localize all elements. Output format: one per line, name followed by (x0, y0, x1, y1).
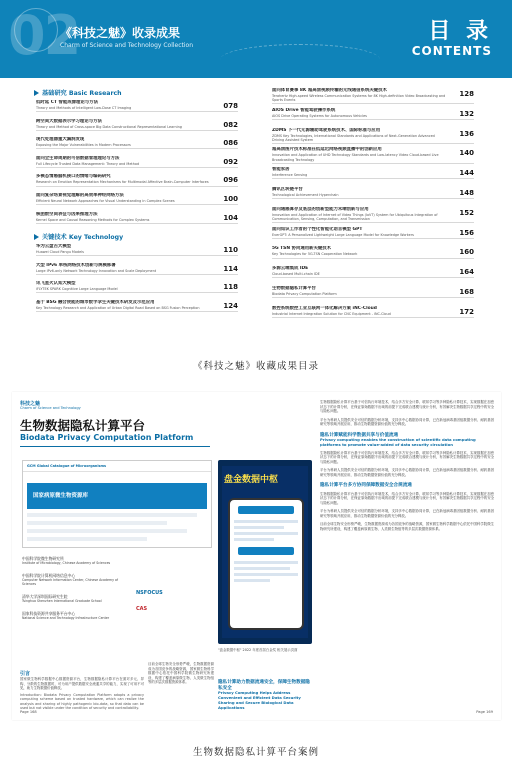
toc-item (272, 246, 474, 256)
toc-item-title: 多模态情感脑机接口的情绪与编码研究 (36, 174, 111, 180)
toc-page-number: 160 (459, 248, 474, 257)
toc-item-subtitle: Large IPv6-only Network Technology Innovation and Scale Deployment (36, 268, 157, 273)
toc-item (36, 263, 238, 273)
toc-divider (272, 143, 474, 144)
toc-page-number: 144 (459, 169, 474, 178)
toc-item-subtitle: Key Technologies for 5G-TSN Cooperation Network (272, 252, 358, 257)
right-column (320, 400, 494, 531)
toc-item-title: 面向通感算存及底层的创新型能力未端创新与应用 (272, 206, 369, 212)
triangle-icon (34, 234, 39, 240)
toc-item-subtitle: Research on Emotion Representation Mechanisms for Multimodal Affective Brain-Computer Interfaces (36, 180, 209, 185)
toc-page-number: 140 (459, 149, 474, 158)
caption-article: 生物数据隐私计算平台案例 (192, 747, 319, 758)
right-para-1: 生物数据隐私计算平台基于可信执行环境技术，结合多方安全计算、联邦学习等多种隐私计算技术，实现数据在加密状态下的计算分析，在保证原始数据不出域的前提下完成联合建模与统计分析，有效解决生物数据共享过程中的安全与隐私问题。 (320, 450, 494, 464)
toc-page-number: 168 (459, 288, 474, 296)
website-screenshot (22, 460, 212, 548)
toc-item-title: 5G TSN 协同通用新关键技术 (272, 246, 332, 252)
right-head-2: 隐私计算平台多方协同保障数据安全合规流通 (320, 483, 412, 489)
toc-item-subtitle: Efficient Neural Network Approaches for Visual Understanding in Complex Scenes (36, 199, 175, 203)
logo-nsfocus: NSFOCUS (136, 590, 163, 596)
caption-contents: 《科技之魅》收藏成果目录 (192, 361, 319, 372)
toc-page-number: 156 (459, 228, 474, 237)
toc-item (36, 119, 238, 129)
toc-item-title: 华为云盘古大模型 (36, 244, 72, 249)
toc-item (272, 167, 474, 177)
toc-item-title: 面向体育赛事 8K 超高清视频传输的无线通信系统关键技术 (272, 88, 387, 93)
toc-item-subtitle: Key Technology Research and Application of Urban Digital Road Based on BSG Fusion Perception (36, 305, 200, 310)
toc-item-title: 生物数据隐私计算平台 (272, 286, 316, 291)
toc-page-number: 152 (459, 208, 474, 217)
toc-divider (36, 204, 238, 205)
toc-item-title: ZDMS 下一代无源辅助驾驶系统技术、国际标准与应用 (272, 127, 381, 133)
toc-item-subtitle: Interference Sensing (272, 173, 308, 178)
toc-divider (272, 277, 474, 278)
toc-item-title: 基于 BSG 融合使能的城市数字孪生关键技术研发及示范应用 (36, 299, 155, 305)
right-para-5: 目前全球生物安全形势严峻，生物数据资源成为各国竞争的战略资源，国家微生物科学数据中心依托中国科学院微生物研究所建设，构建了覆盖病原微生物、人类微生物组等的多层次数据资源体系。 (320, 522, 494, 531)
toc-page-number: 092 (223, 157, 238, 166)
toc-item-title: 面向知识工作者的个性化智能化语言模型 GPT (272, 226, 363, 232)
toc-item-subtitle: Theory and Methods of Intelligent Low-Dose CT Imaging (36, 106, 132, 110)
toc-item-subtitle: Terahertz High-speed Wireless Communication Systems for 8K High-definition Video Broadcasting and Sports Events (272, 94, 446, 103)
article-title-en: Biodata Privacy Computation Platform (20, 433, 194, 442)
toc-item (272, 306, 474, 316)
right-para-3: 生物数据隐私计算平台基于可信执行环境技术，结合多方安全计算、联邦学习等多种隐私计算技术，实现数据在加密状态下的计算分析，在保证原始数据不出域的前提下完成联合建模与统计分析，有效解决生物数据共享过程中的安全与隐私问题。 (320, 491, 494, 505)
toc-item-title: 多源云端集成 IDE (272, 266, 309, 272)
magazine-name-cn: 科技之魅 (20, 401, 41, 407)
toc-item-title: 核函数空间表征与因果推理方法 (36, 211, 98, 217)
toc-item (36, 193, 238, 203)
toc-item-title: 面向全生命周期的可信数据管理理论与方法 (36, 155, 120, 161)
toc-page-number: 104 (223, 213, 238, 222)
toc-divider (36, 186, 238, 187)
article-title-cn: 生物数据隐私计算平台 (20, 418, 146, 433)
triangle-icon (34, 90, 39, 96)
toc-item (36, 281, 238, 291)
toc-page-number: 164 (459, 268, 474, 277)
mulu-heading: 目 录 (428, 19, 492, 44)
toc-item-title: 大型 IPv6 单栈网络技术创新与规模部署 (36, 262, 116, 268)
toc-item-title: 面向复杂场景视觉理解的高效率神经网络方法 (36, 193, 124, 198)
toc-item (36, 300, 238, 310)
decorative-wave (220, 44, 380, 75)
toc-divider (272, 222, 474, 223)
toc-item (272, 147, 474, 161)
toc-item-title: 现代处理器重大漏洞发现 (36, 137, 85, 143)
folio-right: Page 169 (476, 710, 493, 714)
toc-item (272, 286, 474, 296)
right-para-intro: 生物数据隐私计算平台基于可信执行环境技术，结合多方安全计算、联邦学习等多种隐私计算技术，实现数据在加密状态下的计算分析，在保证原始数据不出域的前提下完成联合建模与统计分析，有效解决生物数据共享过程中的安全与隐私问题。 (320, 400, 494, 413)
toc-page-number: 124 (223, 301, 238, 310)
toc-page-number: 118 (223, 283, 238, 292)
screenshot-content-rows (27, 513, 207, 541)
intro-label: 引言 (20, 671, 31, 677)
toc-divider (272, 238, 474, 239)
right-para-intro-2: 平台为科研人员提供安全可信的数据分析环境，支持多中心数据协同计算，已在新冠病毒基因组数据分析、耐药基因研究等领域开展应用，推动生物数据资源价值的充分释放。 (320, 417, 494, 426)
contents-heading: CONTENTS (411, 44, 492, 58)
toc-page-number: 086 (223, 139, 238, 148)
poster-title: 盘金数据中枢 (224, 475, 279, 485)
mid-head-en: Privacy Computing Helps Address Convenient and Efficient Data Security Sharing and Secure Biological Data Applications (218, 690, 301, 710)
toc-item-subtitle: Theory and Method of Cross-space Big Data Constructional Representational Learning (36, 124, 182, 129)
contents-banner (0, 0, 512, 78)
toc-item (272, 88, 474, 102)
toc-divider (36, 274, 238, 275)
mid-section-head (218, 680, 312, 710)
toc-item-subtitle: AIOS Drive Operating Systems for Autonomous Vehicles (272, 113, 367, 118)
toc-item-title: AIOS Drive 智能驾驶操作系统 (272, 107, 336, 113)
right-head-1: 隐私计算赋能科学数据共享与价值流通 (320, 432, 399, 438)
toc-page-number: 082 (223, 120, 238, 129)
toc-item-subtitle: EverGPT: A Personalized Lightweight Large Language Model for Knowledge Workers (272, 232, 414, 237)
screenshot-logo: GCM Global Catalogue of Microorganisms (27, 464, 107, 468)
toc-divider (36, 167, 238, 168)
toc-page-number: 148 (459, 189, 474, 197)
toc-item-title: 数控系统数控工业互联网一体化解决方案 iNC-Cloud (272, 305, 377, 311)
screenshot-hero-text: 国家病原微生物资源库 (33, 493, 89, 499)
toc-divider (36, 255, 238, 256)
toc-divider (272, 297, 474, 298)
partner-list (22, 557, 132, 629)
toc-divider (36, 223, 238, 224)
right-para-2: 平台为科研人员提供安全可信的数据分析环境，支持多中心数据协同计算，已在新冠病毒基因组数据分析、耐药基因研究等领域开展应用，推动生物数据资源价值的充分释放。 (320, 468, 494, 477)
toc-item-subtitle: Huawei Cloud Pangu Models (36, 250, 84, 254)
logo-cas: CAS (136, 606, 148, 612)
intro-text-en: Introduction: Biodata Privacy Computation Platform adopts a privacy computing scheme based on trusted hardware, which can realize the analysis and sharing of highly pathogenic bio-data, so that data can be used but not visible under the condition of security and controllability. (20, 692, 144, 710)
section-header-basic: 基础研究 Basic Research (34, 88, 122, 97)
toc-item (272, 108, 474, 118)
toc-item (36, 212, 238, 222)
toc-item (36, 174, 238, 184)
phone-mockup (228, 498, 304, 630)
toc-divider (272, 317, 474, 318)
toc-page-number: 110 (223, 246, 238, 254)
toc-divider (36, 311, 238, 312)
toc-item-title: 讯飞星火认知大模型 (36, 281, 76, 287)
toc-item (272, 266, 474, 276)
mid-body-text: 目前全球生物安全形势严峻，生物数据资源成为各国竞争的战略资源，国家微生物科学数据中心依托中国科学院微生物研究所建设，构建了覆盖病原微生物、人类微生物组等的多层次数据资源体系。 (148, 662, 214, 684)
partner-item: 国家科技资源共享服务平台中心 National Science and Technology Infrastructure Center (22, 611, 110, 620)
banner-title-en: Charm of Science and Technology Collection (60, 42, 194, 49)
toc-item (36, 100, 238, 110)
toc-item-subtitle: Cloud-based Multi-chain IDE (272, 272, 320, 277)
toc-divider (272, 198, 474, 199)
toc-item (272, 207, 474, 221)
toc-item-title: 腾讯区块链平台 (272, 187, 303, 192)
toc-divider (272, 258, 474, 259)
toc-item-subtitle: Kernel Space and Causal Reasoning Methods for Complex Systems (36, 217, 150, 222)
article-spread (12, 392, 501, 720)
title-rule (20, 446, 210, 447)
toc-item-subtitle: Exposing the Major Vulnerabilities in Modern Processors (36, 143, 131, 148)
toc-divider (272, 163, 474, 164)
toc-page-number: 100 (223, 195, 238, 203)
banner-title-cn: 《科技之魅》收录成果 (60, 26, 181, 40)
partner-item: 中国科学院计算机网络信息中心 Computer Network Information Center, Chinese Academy of Sciences (22, 573, 119, 586)
toc-divider (36, 292, 238, 293)
toc-item (272, 227, 474, 237)
toc-item (36, 137, 238, 147)
toc-page-number: 136 (459, 129, 474, 138)
folio-left: Page 168 (20, 710, 37, 714)
award-poster (218, 460, 312, 644)
toc-item-subtitle: Biodata Privacy Computation Platform (272, 292, 337, 296)
right-para-4: 平台为科研人员提供安全可信的数据分析环境，支持多中心数据协同计算，已在新冠病毒基因组数据分析、耐药基因研究等领域开展应用，推动生物数据资源价值的充分释放。 (320, 509, 494, 518)
toc-page-number: 078 (223, 102, 238, 110)
toc-divider (272, 103, 474, 104)
toc-item-subtitle: Technological Achievement Hyperchain (272, 193, 339, 197)
toc-page-number: 096 (223, 176, 238, 185)
right-sub-1: Privacy computing enables the construction of scientific data computing platforms to promote value-added of data security circulation (320, 437, 476, 447)
toc-divider (36, 148, 238, 149)
toc-item (36, 244, 238, 254)
toc-item-title: 跨空间大数据表示学习理论与方法 (36, 118, 102, 124)
poster-caption: "盘金数据中枢" 2022 年度首届白金奖 相关展示页面 (218, 648, 298, 652)
toc-item-subtitle: Industrial Internet Integration Solution for CNC Equipment - iNC-Cloud (272, 311, 391, 316)
toc-item-subtitle: Innovation and Application of Internet of Video Things (IoVT) System for Ubiquitous Integration of Communication, Sensing, Computation, and Transmission (272, 212, 438, 221)
toc-divider (272, 178, 474, 179)
partner-logos (136, 590, 214, 622)
contents-spread (0, 0, 512, 342)
section-header-key: 关键技术 Key Technology (34, 232, 123, 241)
toc-item (36, 156, 238, 166)
toc-item-title: 低时延 CT 智能成像理论与方法 (36, 100, 98, 105)
toc-divider (36, 130, 238, 131)
section-number: 02 (8, 4, 80, 67)
intro-text-cn: 国家微生物科学数据中心数据资源平台，生物数据隐私计算平台在面对多元、异构、分散的生物数据时，可为用户提供数据安全流通共享的能力，实现了可用不可见，助力生物数据价值释放。 (20, 677, 144, 690)
toc-page-number: 132 (459, 109, 474, 118)
toc-item (272, 187, 474, 197)
toc-page-number: 172 (459, 307, 474, 316)
toc-divider (36, 111, 238, 112)
toc-item-subtitle: ZDMS Key Technologies, International Standards and Applications of Next-Generation Advanced Driving Assisted System (272, 133, 435, 142)
mid-head-cn: 隐私计算助力数据流通安全，保障生物数据隐私安全 (218, 680, 310, 691)
partner-item: 中国科学院微生物研究所 Institute of Microbiology, Chinese Academy of Sciences (22, 556, 111, 565)
toc-page-number: 114 (223, 264, 238, 273)
magazine-name-en: Charm of Science and Technology (20, 406, 81, 410)
toc-item-title: 智能家居 (272, 167, 290, 173)
toc-page-number: 128 (459, 90, 474, 98)
toc-item-subtitle: Full Lifecycle Trusted Data Management: Theory and Method (36, 161, 140, 166)
toc-item-title: 超高清图片技术标准在低延迟网络视频直播中的创新应用 (272, 147, 382, 153)
toc-item (272, 128, 474, 142)
toc-item-subtitle: iFLYTEK SPARK Cognitive Large Language Model (36, 287, 118, 292)
toc-divider (272, 119, 474, 120)
toc-item-subtitle: Innovation and Application of UHD Technology Standards and Low-latency Video Cloud-based Live Broadcasting Technology (272, 153, 439, 162)
partner-item: 清华大学深圳国际研究生院 Tsinghua Shenzhen International Graduate School (22, 594, 102, 603)
